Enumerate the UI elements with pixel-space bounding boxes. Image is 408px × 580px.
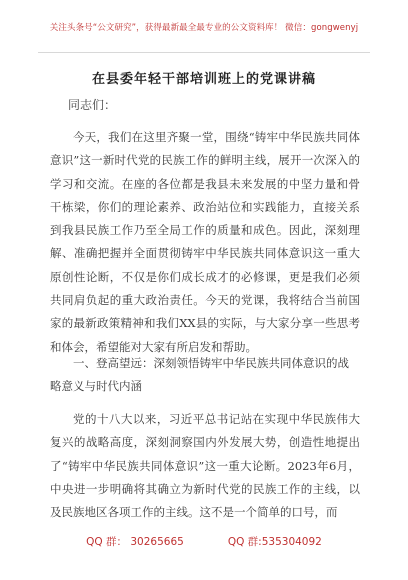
header-divider [38, 52, 370, 53]
document-title: 在县委年轻干部培训班上的党课讲稿 [91, 72, 316, 87]
footer-qq-group-2: QQ 群:535304092 [227, 536, 322, 548]
footer-qq-group-1: QQ 群： 30265665 [86, 536, 184, 548]
page-header [0, 0, 408, 54]
salutation: 同志们： [68, 98, 117, 112]
body-paragraph-section-1: 党的十八大以来，习近平总书记站在实现中华民族伟大复兴的战略高度，深刻洞察国内外发展大势，创造性地提出了“铸牢中华民族共同体意识”这一重大论断。2023年6月，中央进一步明确将其确立为新时代党的民族工作的主线，以及民族地区各项工作的主线。这不是一个简单的口号，而 [50, 412, 360, 520]
section-heading-1: 一、登高望远：深刻领悟铸牢中华民族共同体意识的战略意义与时代内涵 [50, 356, 349, 394]
page-footer [0, 534, 408, 554]
body-paragraph-intro: 今天，我们在这里齐聚一堂，围绕“铸牢中华民族共同体意识”这一新时代党的民族工作的鲜明主线，展开一次深入的学习和交流。在座的各位都是我县未来发展的中坚力量和骨干栋梁，你们的理论素养、政治站位和实践能力，直接关系到我县民族工作乃至全局工作的质量和成色。因此，深刻理解、准确把握并全面贯彻铸牢中华民族共同体意识这一重大原创性论断，不仅是你们成长成才的必修课，更是我们必须共同肩负起的重大政治责任。今天的党课，我将结合当前国家的最新政策精神和我们XX县的实际，与大家分享一些思考和体会，希望能对大家有所启发和帮助。 [50, 130, 360, 354]
header-notice: 关注头条号“公文研究”，获得最新最全最专业的公文资料库！ 微信：gongwenyj [49, 23, 359, 33]
